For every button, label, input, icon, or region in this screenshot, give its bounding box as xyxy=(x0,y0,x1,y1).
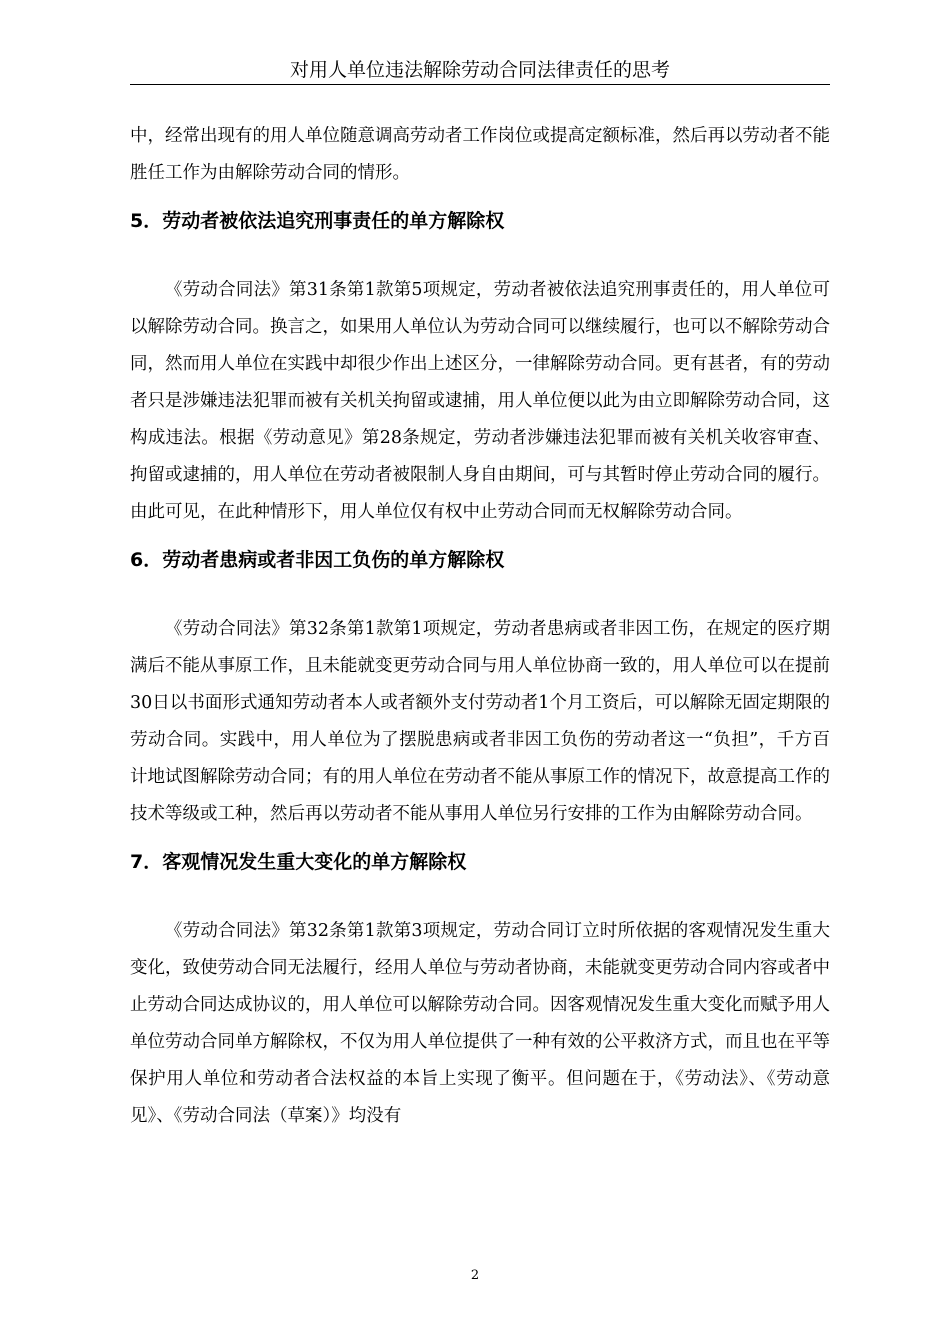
section-heading-5: 5．劳动者被依法追究刑事责任的单方解除权 xyxy=(130,210,505,232)
spacer xyxy=(130,833,830,847)
section-heading-6: 6．劳动者患病或者非因工负伤的单方解除权 xyxy=(130,549,505,571)
header-divider xyxy=(130,84,830,85)
spacer xyxy=(130,192,830,206)
spacer xyxy=(130,531,830,545)
paragraph-section-6: 《劳动合同法》第32条第1款第1项规定，劳动者患病或者非因工伤，在规定的医疗期满后不能从事原工作，且未能就变更劳动合同与用人单位协商一致的，用人单位可以在提前30日以书面形式通知劳动者本人或者额外支付劳动者1个月工资后，可以解除无固定期限的劳动合同。实践中，用人单位为了摆脱患病或者非因工负伤的劳动者这一“负担”，千方百计地试图解除劳动合同；有的用人单位在劳动者不能从事原工作的情况下，故意提高工作的技术等级或工种，然后再以劳动者不能从事用人单位另行安排的工作为由解除劳动合同。 xyxy=(130,619,830,824)
spacer xyxy=(130,877,830,913)
page-body xyxy=(130,118,830,1135)
spacer xyxy=(130,236,830,272)
page-number: 2 xyxy=(470,1268,480,1283)
paragraph-continued: 中，经常出现有的用人单位随意调高劳动者工作岗位或提高定额标准，然后再以劳动者不能胜任工作为由解除劳动合同的情形。 xyxy=(130,126,830,183)
section-heading-7: 7．客观情况发生重大变化的单方解除权 xyxy=(130,851,467,873)
spacer xyxy=(130,575,830,611)
paragraph-section-7: 《劳动合同法》第32条第1款第3项规定，劳动合同订立时所依据的客观情况发生重大变化，致使劳动合同无法履行，经用人单位与劳动者协商，未能就变更劳动合同内容或者中止劳动合同达成协议的，用人单位可以解除劳动合同。因客观情况发生重大变化而赋予用人单位劳动合同单方解除权，不仅为用人单位提供了一种有效的公平救济方式，而且也在平等保护用人单位和劳动者合法权益的本旨上实现了衡平。但问题在于，《劳动法》、《劳动意见》、《劳动合同法（草案）》均没有 xyxy=(130,921,830,1126)
running-header-title: 对用人单位违法解除劳动合同法律责任的思考 xyxy=(289,59,670,81)
paragraph-section-5: 《劳动合同法》第31条第1款第5项规定，劳动者被依法追究刑事责任的，用人单位可以解除劳动合同。换言之，如果用人单位认为劳动合同可以继续履行，也可以不解除劳动合同，然而用人单位在实践中却很少作出上述区分，一律解除劳动合同。更有甚者，有的劳动者只是涉嫌违法犯罪而被有关机关拘留或逮捕，用人单位便以此为由立即解除劳动合同，这构成违法。根据《劳动意见》第28条规定，劳动者涉嫌违法犯罪而被有关机关收容审查、拘留或逮捕的，用人单位在劳动者被限制人身自由期间，可与其暂时停止劳动合同的履行。由此可见，在此种情形下，用人单位仅有权中止劳动合同而无权解除劳动合同。 xyxy=(130,280,830,522)
